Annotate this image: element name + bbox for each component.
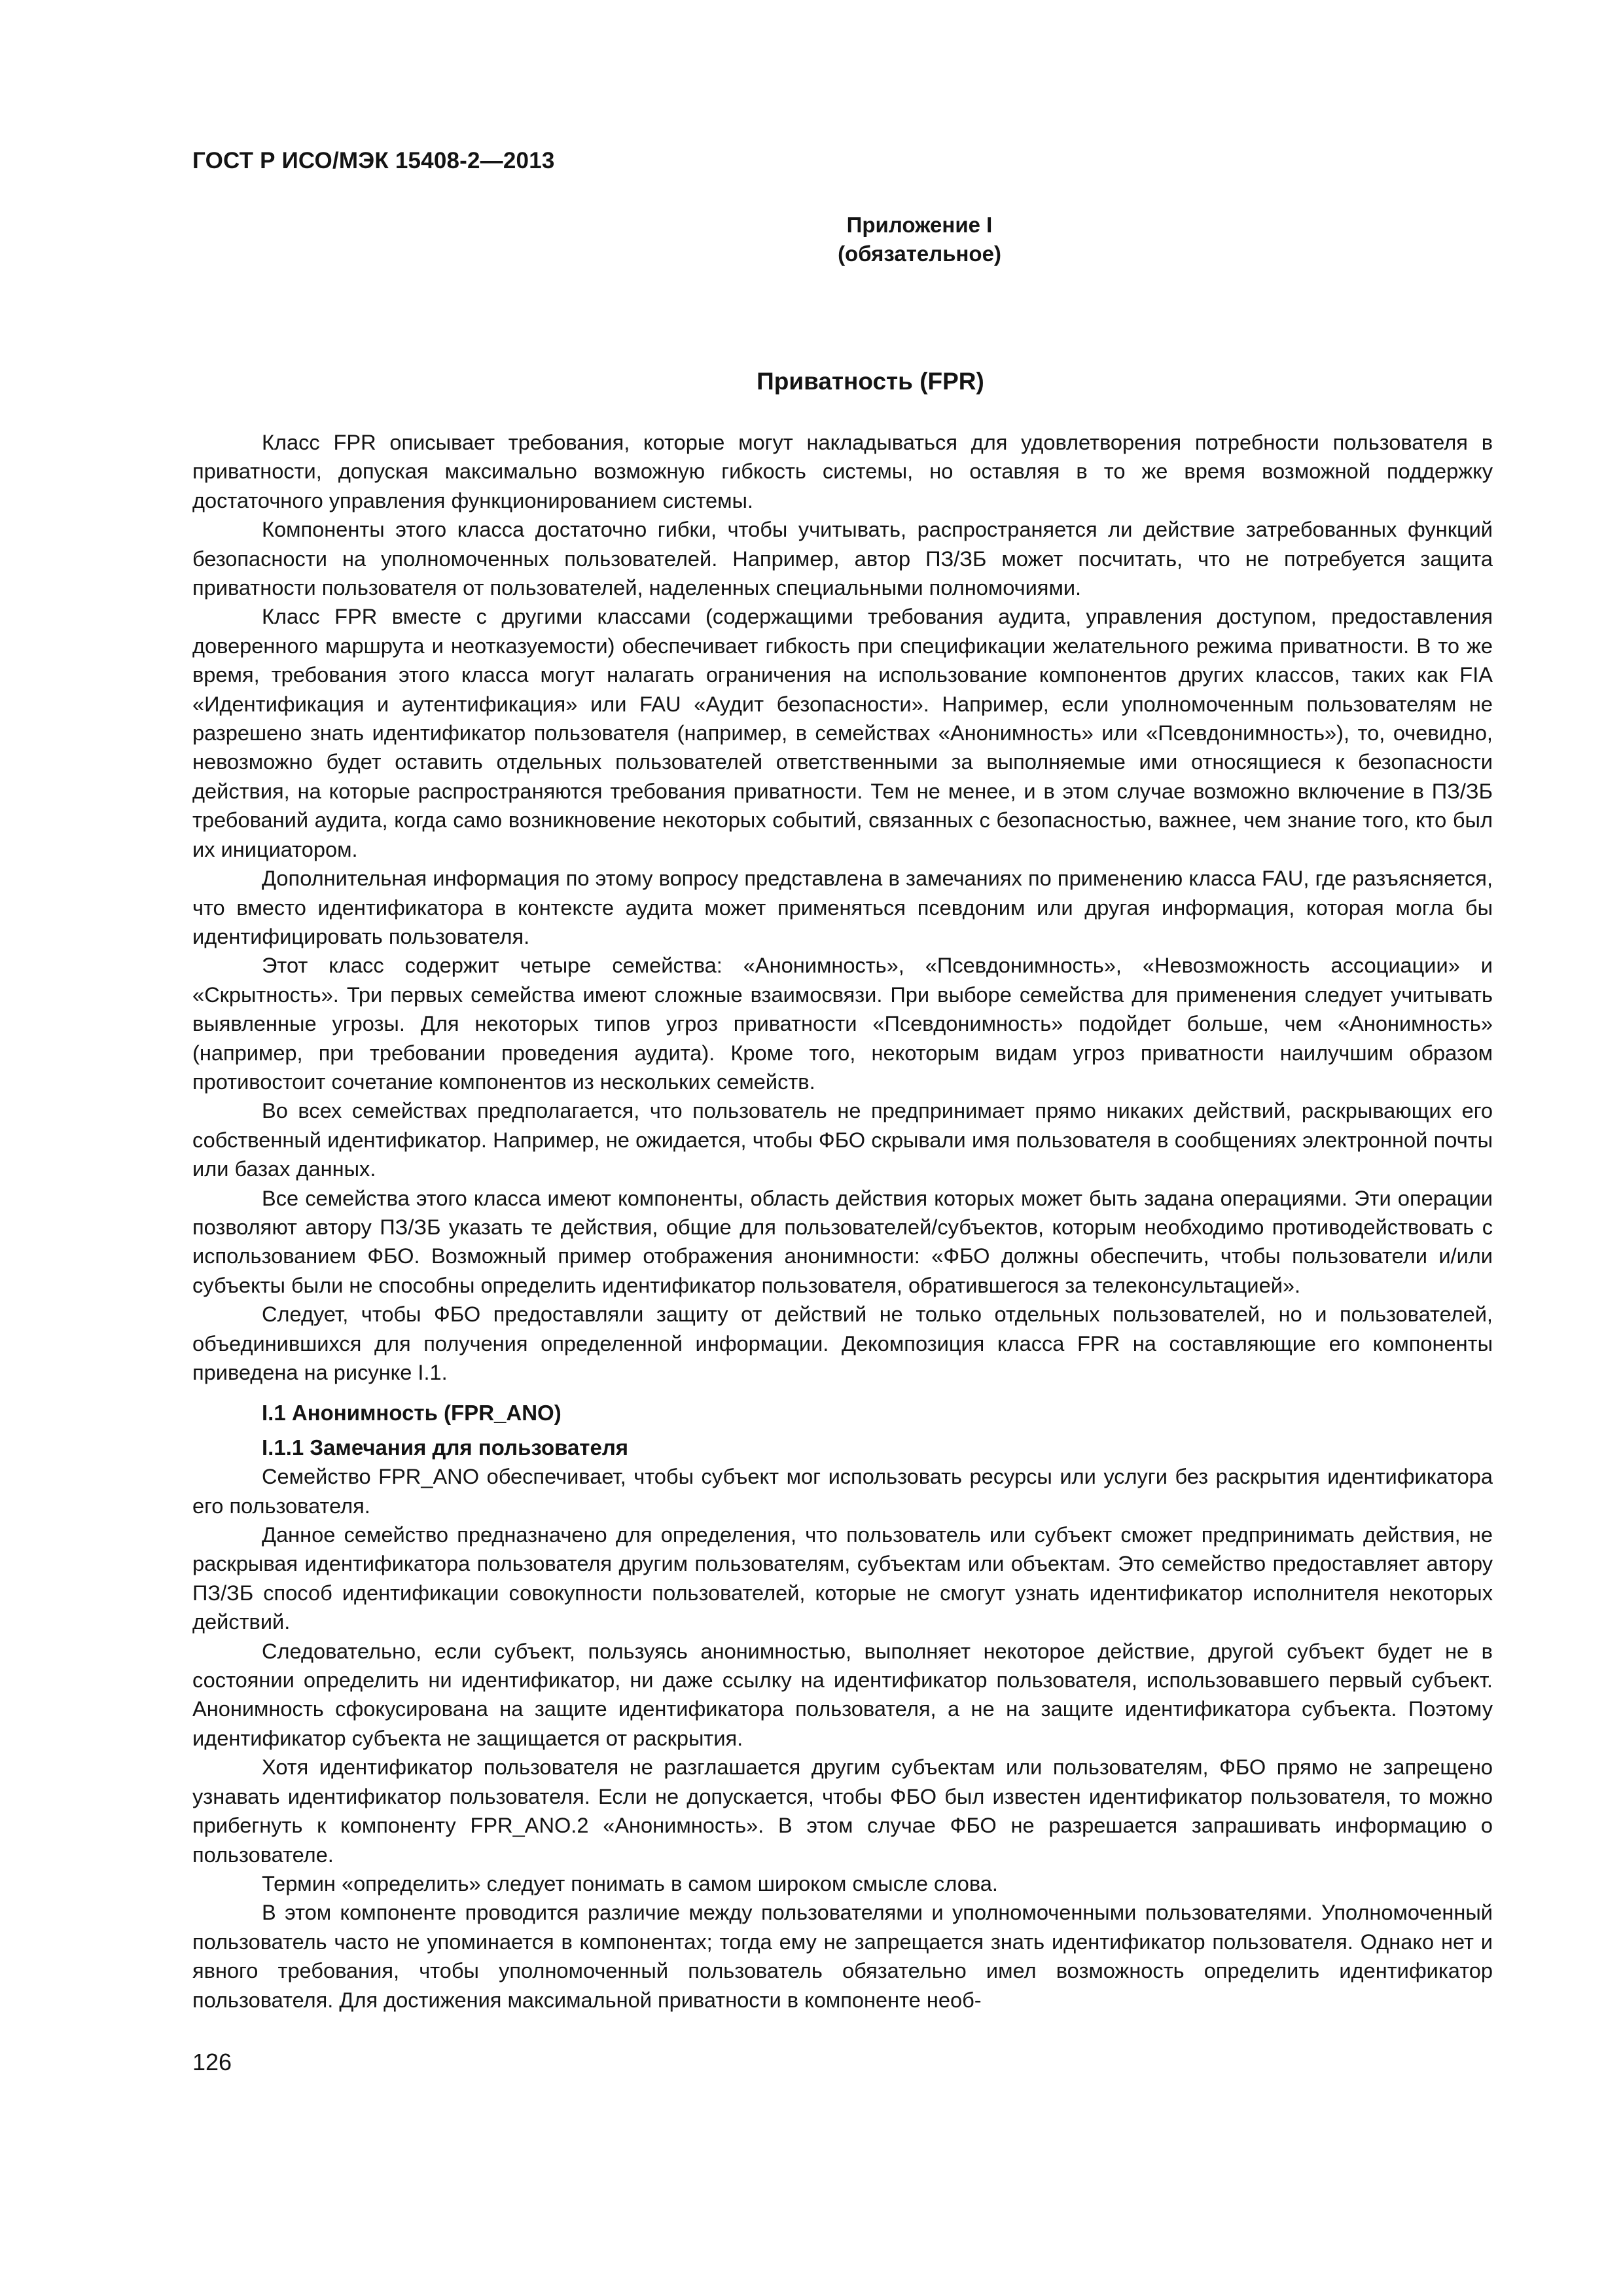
page-number: 126	[192, 2049, 232, 2075]
paragraph: Этот класс содержит четыре семейства: «Анонимность», «Псевдонимность», «Невозможность ассоциации» и «Скрытность». Три первых семейства имеют сложные взаимосвязи. При выборе семейства для применения следует учитывать выявленные угрозы. Для некоторых типов угроз приватности «Псевдонимность» подойдет больше, чем «Анонимность» (например, при требовании проведения аудита). Кроме того, некоторым видам угроз приватности наилучшим образом противостоит сочетание компонентов из нескольких семейств.	[192, 953, 1493, 1094]
annex-status: (обязательное)	[838, 242, 1001, 266]
paragraph: Класс FPR вместе с другими классами (содержащими требования аудита, управления доступом, предоставления доверенного маршрута и неотказуемости) обеспечивает гибкость при спецификации желательного режима приватности. В то же время, требования этого класса могут налагать ограничения на использование компонентов других классов, таких как FIA «Идентификация и аутентификация» или FAU «Аудит безопасности». Например, если уполномоченным пользователям не разрешено знать идентификатор пользователя (например, в семействах «Анонимность» или «Псевдонимность»), то, очевидно, невозможно будет оставить отдельных пользователей ответственными за выполняемые ими относящиеся к безопасности действия, на которые распространяются требования приватности. Тем не менее, и в этом случае возможно включение в ПЗ/ЗБ требований аудита, когда само возникновение некоторых событий, связанных с безопасностью, важнее, чем знание того, кто был их инициатором.	[192, 604, 1493, 861]
paragraph: Следует, чтобы ФБО предоставляли защиту от действий не только отдельных пользователей, но и пользователей, объединившихся для получения определенной информации. Декомпозиция класса FPR на составляющие его компоненты приведена на рисунке I.1.	[192, 1302, 1493, 1384]
subsection-title: I.1 Анонимность (FPR_ANO)	[262, 1401, 562, 1426]
subsubsection-title: I.1.1 Замечания для пользователя	[262, 1435, 629, 1460]
body-text	[192, 428, 1493, 2015]
paragraph: Семейство FPR_ANO обеспечивает, чтобы субъект мог использовать ресурсы или услуги без раскрытия идентификатора его пользователя.	[192, 1464, 1493, 1518]
paragraph: Компоненты этого класса достаточно гибки, чтобы учитывать, распространяется ли действие затребованных функций безопасности на уполномоченных пользователей. Например, автор ПЗ/ЗБ может посчитать, что не потребуется защита приватности пользователя от пользователей, наделенных специальными полномочиями.	[192, 517, 1493, 600]
section-title: Приватность (FPR)	[757, 368, 984, 395]
paragraph: Класс FPR описывает требования, которые могут накладываться для удовлетворения потребности пользователя в приватности, допуская максимально возможную гибкость системы, но оставляя в то же время возможной поддержку достаточного управления функционированием системы.	[192, 430, 1493, 512]
paragraph: Дополнительная информация по этому вопросу представлена в замечаниях по применению класса FAU, где разъясняется, что вместо идентификатора в контексте аудита может применяться псевдоним или другая информация, которая могла бы идентифицировать пользователя.	[192, 866, 1493, 948]
document-header: ГОСТ Р ИСО/МЭК 15408-2—2013	[192, 148, 555, 173]
paragraph: Следовательно, если субъект, пользуясь анонимностью, выполняет некоторое действие, другой субъект будет не в состоянии определить ни идентификатор, ни даже ссылку на идентификатор пользователя, использовавшего первый субъект. Анонимность сфокусирована на защите идентификатора пользователя, а не на защите идентификатора субъекта. Поэтому идентификатор субъекта не защищается от раскрытия.	[192, 1638, 1493, 1750]
paragraph: Термин «определить» следует понимать в самом широком смысле слова.	[262, 1871, 998, 1895]
paragraph: Данное семейство предназначено для определения, что пользователь или субъект сможет предпринимать действия, не раскрывая идентификатора пользователя другим пользователям, субъектам или объектам. Это семейство предоставляет автору ПЗ/ЗБ способ идентификации совокупности пользователей, которые не смогут узнать идентификатор исполнителя некоторых действий.	[192, 1522, 1493, 1634]
paragraph: Все семейства этого класса имеют компоненты, область действия которых может быть задана операциями. Эти операции позволяют автору ПЗ/ЗБ указать те действия, общие для пользователей/субъектов, которым необходимо противодействовать с использованием ФБО. Возможный пример отображения анонимности: «ФБО должны обеспечить, чтобы пользователи и/или субъекты были не способны определить идентификатор пользователя, обратившегося за телеконсультацией».	[192, 1185, 1493, 1297]
paragraph: Хотя идентификатор пользователя не разглашается другим субъектам или пользователям, ФБО прямо не запрещено узнавать идентификатор пользователя. Если не допускается, чтобы ФБО был известен идентификатор пользователя, то можно прибегнуть к компоненту FPR_ANO.2 «Анонимность». В этом случае ФБО не разрешается запрашивать информацию о пользователе.	[192, 1755, 1493, 1867]
annex-heading	[713, 211, 1126, 268]
paragraph: В этом компоненте проводится различие между пользователями и уполномоченными пользователями. Уполномоченный пользователь часто не упоминается в компонентах; тогда ему не запрещается знать идентификатор пользователя. Однако нет и явного требования, чтобы уполномоченный пользователь обязательно имел возможность определить идентификатор пользователя. Для достижения максимальной приватности в компоненте необ-	[192, 1900, 1493, 2012]
annex-title: Приложение I	[846, 213, 993, 237]
paragraph: Во всех семействах предполагается, что пользователь не предпринимает прямо никаких действий, раскрывающих его собственный идентификатор. Например, не ожидается, чтобы ФБО скрывали имя пользователя в сообщениях электронной почты или базах данных.	[192, 1098, 1493, 1181]
